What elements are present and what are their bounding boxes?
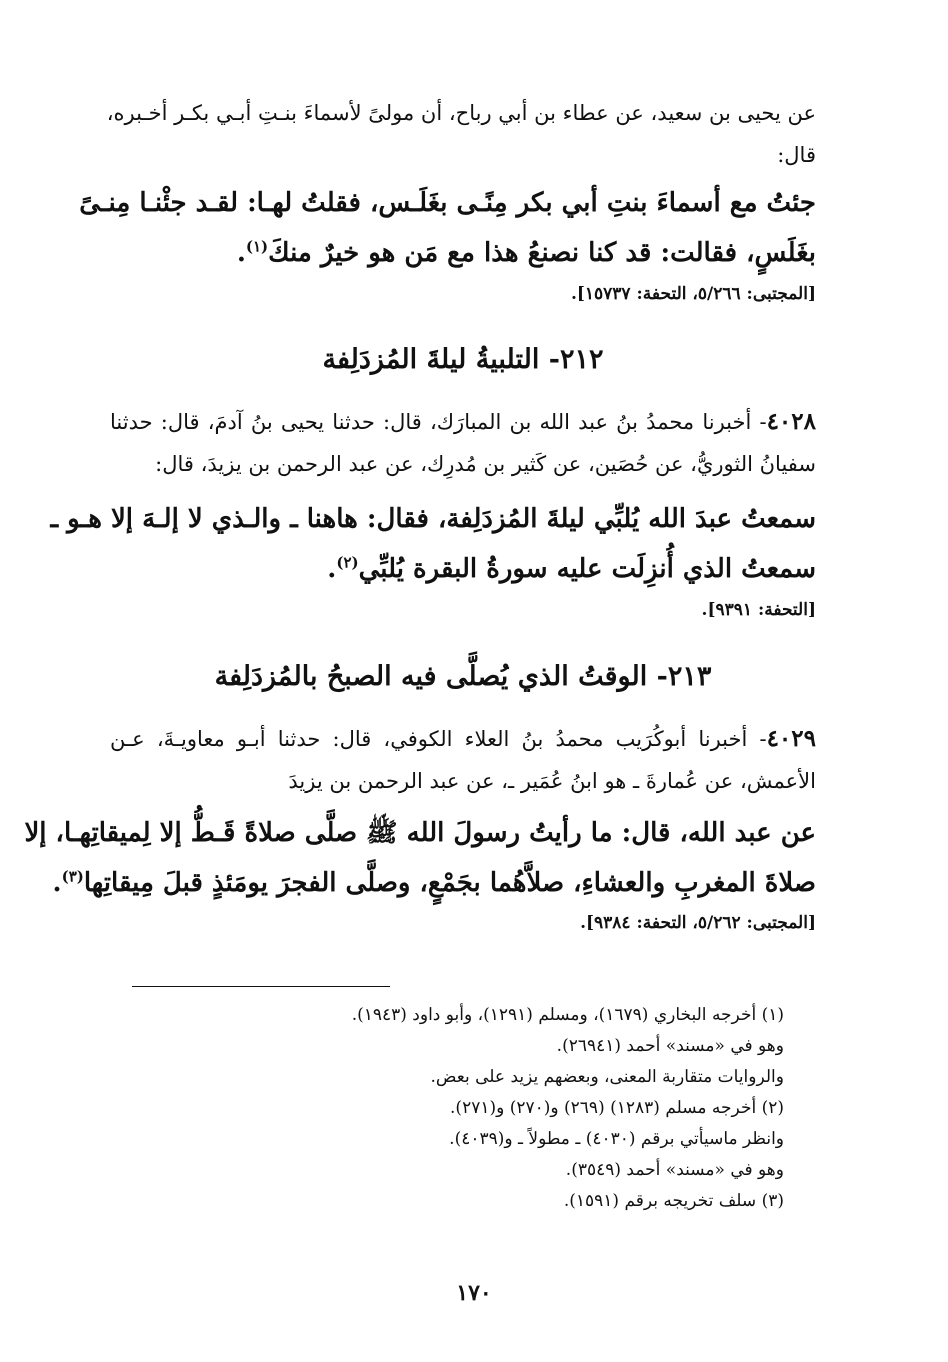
text-line	[110, 544, 816, 594]
footnote-line: وهو في «مسند» أحمد (٣٥٤٩).	[565, 1160, 784, 1180]
footnote-divider	[132, 986, 390, 987]
source-text: [التحفة: ٩٣٩١].	[701, 600, 816, 620]
footnote-line: (٢) أخرجه مسلم (١٢٨٣) (٢٦٩) و(٢٧٠) و(٢٧١).	[450, 1098, 784, 1118]
text-line	[110, 228, 816, 278]
footnote-line: وانظر ماسيأتي برقم (٤٠٣٠) ـ مطولاً ـ و(٤٠٣٩).	[449, 1129, 784, 1149]
footnote-ref[interactable]: (٣)	[61, 867, 84, 886]
text-run: صلاةَ المغربِ والعشاءِ، صلاَّهُما بجَمْعٍ، وصلَّى الفجرَ يومَئذٍ قبلَ مِيقاتِها	[83, 868, 816, 898]
chapter-heading	[110, 344, 816, 375]
intro-isnad	[106, 92, 816, 176]
footnote-line: (٣) سلف تخريجه برقم (١٥٩١).	[563, 1191, 784, 1211]
text-run: .	[236, 238, 246, 268]
chapter-heading	[110, 661, 816, 692]
hadith-isnad	[110, 718, 816, 802]
text-line: قال:	[777, 143, 816, 167]
text-line: عن عبد الله، قال: ما رأيتُ رسولَ الله ﷺ صلَّى صلاةً قَـطُّ إلا لِميقاتِهـا، إلا	[24, 818, 816, 848]
page-number: ١٧٠	[456, 1280, 492, 1306]
text-run: .	[52, 868, 62, 898]
text-line	[110, 718, 816, 760]
chapter-number: ٢١٢	[559, 344, 604, 375]
footnotes	[104, 1000, 784, 1217]
hadith-number: ٤٠٢٩	[766, 725, 816, 752]
text-line: سفيانُ الثوريُّ، عن حُصَين، عن كَثير بن مُدرِك، عن عبد الرحمن بن يزيدَ، قال:	[155, 452, 816, 476]
text-run: - أخبرنا محمدُ بنُ عبد الله بن المبارَك، قال: حدثنا يحيى بنُ آدمَ، قال: حدثنا	[110, 410, 767, 434]
hadith-isnad	[110, 401, 816, 485]
text-line: الأعمش، عن عُمارةَ ـ هو ابنُ عُمَير ـ، عن عبد الرحمن بن يزيدَ	[288, 769, 816, 793]
footnote-line: وهو في «مسند» أحمد (٢٦٩٤١).	[556, 1036, 784, 1056]
text-run: سمعتُ الذي أُنزِلَت عليه سورةُ البقرة يُلبِّي	[358, 554, 816, 584]
text-line: جئتُ مع أسماءَ بنتِ أبي بكر مِنًـى بغَلَـس، فقلتُ لهـا: لقـد جئْنـا مِنـىً	[79, 188, 816, 218]
text-line: عن يحيى بن سعيد، عن عطاء بن أبي رباح، أن مولىً لأسماءَ بنـتِ أبـي بكـر أخـبره،	[106, 101, 816, 125]
chapter-number: ٢١٣	[667, 661, 712, 692]
source-reference	[110, 913, 816, 933]
hadith-number: ٤٠٢٨	[766, 408, 816, 435]
matn-text	[79, 178, 816, 278]
footnote-ref[interactable]: (١)	[245, 237, 269, 256]
footnote-line: والروايات متقاربة المعنى، وبعضهم يزيد على بعض.	[430, 1067, 784, 1087]
text-run: - أخبرنا أبوكُرَيب محمدُ بنُ العلاء الكوفي، قال: حدثنا أبـو معاويـةَ، عـن	[110, 727, 767, 751]
source-text: [المجتبى: ٥/٢٦٢، التحفة: ٩٣٨٤].	[580, 913, 816, 933]
source-reference	[110, 284, 816, 304]
text-line	[52, 858, 816, 908]
text-run: .	[327, 554, 337, 584]
source-text: [المجتبى: ٥/٢٦٦، التحفة: ١٥٧٣٧].	[570, 284, 816, 304]
footnote-ref[interactable]: (٢)	[336, 553, 359, 572]
text-run: بغَلَسٍ، فقالت: قد كنا نصنعُ هذا مع مَن هو خيرٌ منكَ	[268, 238, 816, 268]
footnote-line: (١) أخرجه البخاري (١٦٧٩)، ومسلم (١٢٩١)، وأبو داود (١٩٤٣).	[351, 1005, 784, 1025]
chapter-title: - التلبيةُ ليلةَ المُزدَلِفة	[322, 344, 560, 375]
source-reference	[110, 600, 816, 620]
hadith-matn	[50, 494, 816, 594]
text-line: سمعتُ عبدَ الله يُلبِّي ليلةَ المُزدَلِفة، فقال: هاهنا ـ والـذي لا إلـهَ إلا هـو ـ	[50, 504, 816, 534]
text-line	[110, 401, 816, 443]
chapter-title: - الوقتُ الذي يُصلَّى فيه الصبحُ بالمُزدَلِفة	[214, 661, 668, 692]
hadith-matn	[24, 808, 816, 908]
